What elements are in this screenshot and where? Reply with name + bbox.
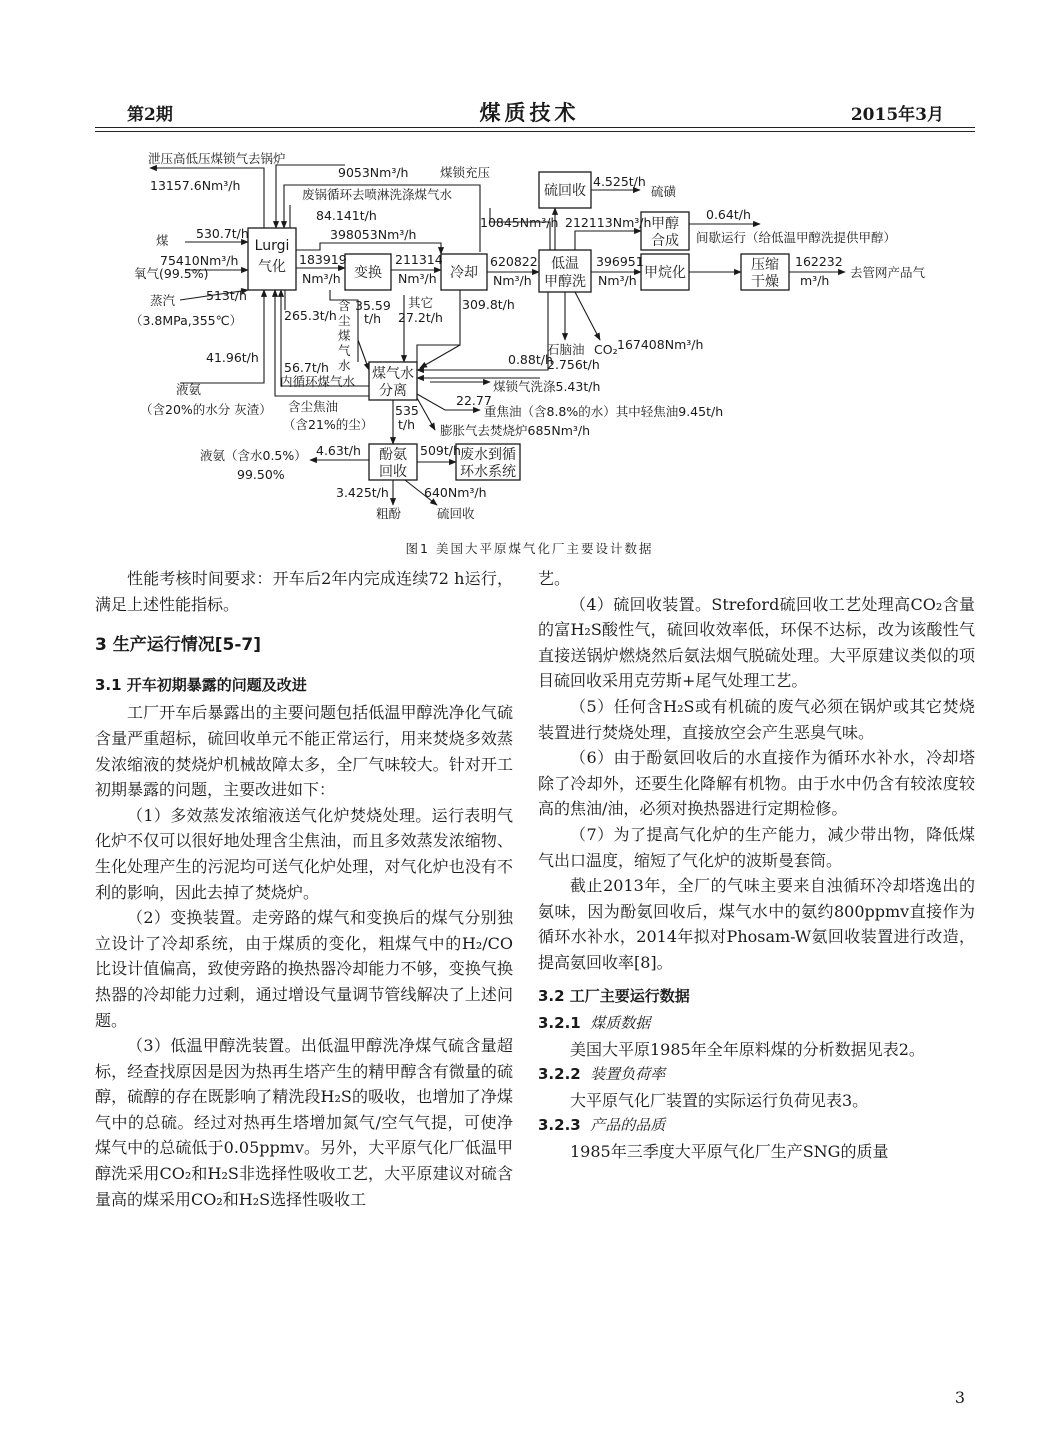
cooling-liquor-flow: 309.8t/h (462, 297, 515, 312)
wastewater-flow: 509t/h (420, 443, 461, 458)
dust-liquor-flow: 35.59 (355, 298, 391, 313)
paragraph: （6）由于酚氨回收后的水直接作为循环水补水，冷却塔除了冷却外，还要生化降解有机物。由于水中仍含有较浓度较高的焦油/油，必须对换热器进行定期检修。 (538, 748, 975, 819)
bypass-flow: 398053Nm³/h (330, 227, 417, 242)
steam-flow: 513t/h (206, 288, 247, 303)
lurgi-label-1: Lurgi (254, 238, 290, 254)
ammonia-output-label: 液氨（含水0.5%） (200, 448, 307, 463)
dusty-tar-label: 含尘焦油 (288, 399, 339, 414)
gasliquor-label-1: 煤气水 (372, 366, 414, 382)
phenosolvan-label-1: 酚氨 (379, 447, 407, 463)
separation-output-flow: 535 (395, 403, 419, 418)
section-heading: 3 生产运行情况[5-7] (95, 635, 261, 656)
other-flow: 27.2t/h (398, 310, 443, 325)
heading-number: 3.2.3 (538, 1116, 581, 1135)
tar-flow: 22.77 (456, 393, 492, 408)
right-column (538, 566, 975, 1165)
sub-subsection-heading (538, 1011, 975, 1037)
sng-flow: 162232 (795, 254, 843, 269)
cooling-label: 冷却 (450, 265, 478, 281)
subsection-heading: 3.1 开车初期暴露的问题及改进 (95, 675, 307, 694)
paragraph: （7）为了提高气化炉的生产能力，减少带出物，降低煤气出口温度，缩短了气化炉的波斯曼套筒。 (538, 824, 975, 870)
shift-label: 变换 (354, 265, 382, 281)
oxygen-label: 氧气(99.5%) (134, 266, 209, 281)
dust-liquor-3: 煤 (338, 328, 351, 343)
ammonia-input-flow: 41.96t/h (206, 350, 259, 365)
figure-caption: 图1 美国大平原煤气化厂主要设计数据 (405, 541, 654, 556)
gas1-unit: Nm³/h (302, 271, 341, 286)
phenol-label: 粗酚 (376, 506, 402, 521)
dust-liquor-4: 气 (338, 343, 351, 358)
rectisol-label-1: 低温 (551, 256, 579, 272)
inner-recycle-flow: 56.7t/h (284, 360, 329, 375)
gas3-flow: 620822 (490, 254, 538, 269)
phenosolvan-label-2: 回收 (379, 464, 407, 480)
sulfur-product: 硫磺 (651, 184, 677, 199)
compress-label-1: 压缩 (751, 257, 779, 273)
co2-flow: 167408Nm³/h (617, 337, 704, 352)
paragraph: （4）硫回收装置。Streford硫回收工艺处理高CO₂含量的富H₂S酸性气，硫回收效率低，环保不达标，改为该酸性气直接送锅炉燃烧然后氨法烟气脱硫处理。大平原建议类似的项目硫回收采用克劳斯+尾气处理工艺。 (538, 594, 975, 691)
dust-liquor-5: 水 (338, 358, 351, 373)
methanol-output-flow: 0.64t/h (706, 207, 751, 222)
paragraph: （2）变换装置。走旁路的煤气和变换后的煤气分别独立设计了冷却系统，由于煤质的变化，粗煤气中的H₂/CO比设计值偏高，致使旁路的换热器冷却能力不够，变换气换热器的冷却能力过剩，通过增设气量调节管线解决了上述问题。 (95, 908, 513, 1030)
methanol-label-1: 甲醇 (651, 216, 679, 232)
sulfur-output-flow: 4.525t/h (593, 174, 646, 189)
gasliquor-label-2: 分离 (379, 383, 407, 399)
wastewater-label-1: 废水到循 (460, 447, 516, 463)
steam-condition: （3.8MPa,355℃） (130, 313, 243, 328)
heading-number: 3.2.1 (538, 1014, 581, 1033)
dusty-tar-note: （含21%的尘） (283, 417, 374, 432)
paragraph: 工厂开车后暴露出的主要问题包括低温甲醇洗净化气硫含量严重超标，硫回收单元不能正常运行，用来焚烧多效蒸发浓缩液的焚烧炉机械故障太多，全厂气味较大。针对开工初期暴露的问题，主要改进如下： (95, 703, 513, 800)
to-methanol-flow: 212113Nm³/h (565, 215, 652, 230)
heading-text: 产品的品质 (590, 1116, 666, 1135)
dust-liquor-2: 尘 (338, 313, 351, 328)
separation-output-unit: t/h (398, 417, 416, 432)
ammonia-purity: 99.50% (237, 467, 285, 482)
gas2-flow: 211314 (395, 252, 443, 267)
wasteboiler-flow: 84.141t/h (316, 208, 377, 223)
dust-liquor-unit: t/h (364, 311, 382, 326)
ammonia-input-label: 液氨 (176, 382, 202, 397)
journal-issue: 第2期 (127, 105, 173, 125)
coal-flow: 530.7t/h (196, 226, 249, 241)
expansion-gas-label: 膨胀气去焚烧炉685Nm³/h (440, 423, 591, 438)
paragraph: （3）低温甲醇洗装置。出低温甲醇洗净煤气硫含量超标，经查找原因是因为热再生塔产生的精甲醇含有微量的硫醇，硫醇的存在既影响了精洗段H₂S的吸收，也增加了净煤气中的总硫。经过对热再生塔增加氮气/空气气提，可使净煤气中的总硫低于0.05ppmv。另外，大平原气化厂低温甲醇洗采用CO₂和H₂S非选择性吸收工艺，大平原建议对硫含量高的煤采用CO₂和H₂S选择性吸收工 (95, 1036, 513, 1209)
coal-label: 煤 (156, 233, 169, 248)
sub-subsection-heading (538, 1062, 975, 1088)
naphtha-flow: 0.88t/h (508, 352, 553, 367)
sub-subsection-heading (538, 1113, 975, 1139)
paragraph: （1）多效蒸发浓缩液送气化炉焚烧处理。运行表明气化炉不仅可以很好地处理含尘焦油，而且多效蒸发浓缩物、生化处理产生的污泥均可送气化炉处理，对气化炉也没有不利的影响，因此去掉了焚烧炉。 (95, 805, 513, 902)
vent-flow: 13157.6Nm³/h (150, 178, 241, 193)
subsection-heading: 3.2 工厂主要运行数据 (538, 986, 690, 1005)
paragraph: 艺。 (538, 569, 571, 588)
compress-label-2: 干燥 (751, 274, 779, 290)
sulfur-recovery-gas-label: 硫回收 (437, 506, 475, 521)
gas4-flow: 396951 (596, 254, 644, 269)
gas3-unit: Nm³/h (493, 273, 532, 288)
paragraph: 大平原气化厂装置的实际运行负荷见表3。 (570, 1090, 869, 1110)
co2-label: CO₂ (594, 342, 618, 357)
heading-number: 3.2.2 (538, 1065, 581, 1084)
rectisol-label-2: 甲醇洗 (544, 274, 586, 290)
sulfur-recovery-gas-flow: 640Nm³/h (424, 485, 487, 500)
wasteboiler-label: 废锅循环去喷淋洗涤煤气水 (302, 187, 453, 202)
heading-text: 装置负荷率 (590, 1065, 666, 1084)
paragraph: 美国大平原1985年全年原料煤的分析数据见表2。 (570, 1039, 925, 1059)
naphtha-label: 石脑油 (547, 342, 585, 357)
lockfill-label: 煤锁充压 (440, 165, 491, 180)
to-sulfur-flow: 10845Nm³/h (480, 215, 559, 230)
lockfill-flow: 9053Nm³/h (338, 165, 409, 180)
heavy-tar-label: 重焦油（含8.8%的水）其中轻焦油9.45t/h (484, 404, 724, 419)
sulfur-recovery-label: 硫回收 (544, 183, 586, 199)
paragraph: 1985年三季度大平原气化厂生产SNG的质量 (570, 1142, 889, 1162)
methanol-note: 间歇运行（给低温甲醇洗提供甲醇） (696, 230, 897, 245)
paragraph: （5）任何含H₂S或有机硫的废气必须在锅炉或其它焚烧装置进行焚烧处理，直接放空会产生恶臭气味。 (538, 696, 975, 742)
lurgi-label-2: 气化 (258, 259, 286, 275)
journal-date: 2015年3月 (850, 105, 944, 125)
gas2-unit: Nm³/h (398, 271, 437, 286)
paragraph: 性能考核时间要求：开车后2年内完成连续72 h运行，满足上述性能指标。 (95, 569, 513, 614)
lockgas-wash: 煤锁气洗涤5.43t/h (493, 379, 601, 394)
oxygen-flow: 75410Nm³/h (160, 253, 239, 268)
ammonia-output-flow: 4.63t/h (316, 443, 361, 458)
wastewater-label-2: 环水系统 (460, 464, 516, 480)
steam-label: 蒸汽 (150, 293, 176, 308)
inner-recycle-label: 内循环煤气水 (280, 374, 356, 389)
naphtha-flow-2: 2.756t/h (547, 357, 600, 372)
sng-unit: m³/h (800, 273, 830, 288)
left-column (95, 566, 513, 1212)
phenol-flow: 3.425t/h (336, 485, 389, 500)
methanol-label-2: 合成 (651, 233, 679, 249)
process-flow-diagram (0, 0, 1059, 540)
heading-text: 煤质数据 (590, 1014, 651, 1033)
gas1-flow: 183919 (299, 252, 347, 267)
vent-label: 泄压高低压煤锁气去锅炉 (148, 151, 286, 166)
sng-label: 去管网产品气 (850, 265, 926, 280)
other-label: 其它 (408, 295, 434, 310)
dust-liquor-1: 含 (338, 298, 351, 313)
methanation-label: 甲烷化 (644, 265, 686, 281)
journal-title: 煤质技术 (479, 100, 580, 125)
ammonia-note: （含20%的水分 灰渣） (140, 402, 272, 417)
recycle-flow: 265.3t/h (284, 308, 337, 323)
gas4-unit: Nm³/h (598, 273, 637, 288)
paragraph: 截止2013年，全厂的气味主要来自浊循环冷却塔逸出的氨味，因为酚氨回收后，煤气水中的氨约800ppmv直接作为循环水补水，2014年拟对Phosam-W氨回收装置进行改造，提高氨回收率[8]。 (538, 876, 975, 972)
page-number: 3 (954, 1388, 965, 1407)
